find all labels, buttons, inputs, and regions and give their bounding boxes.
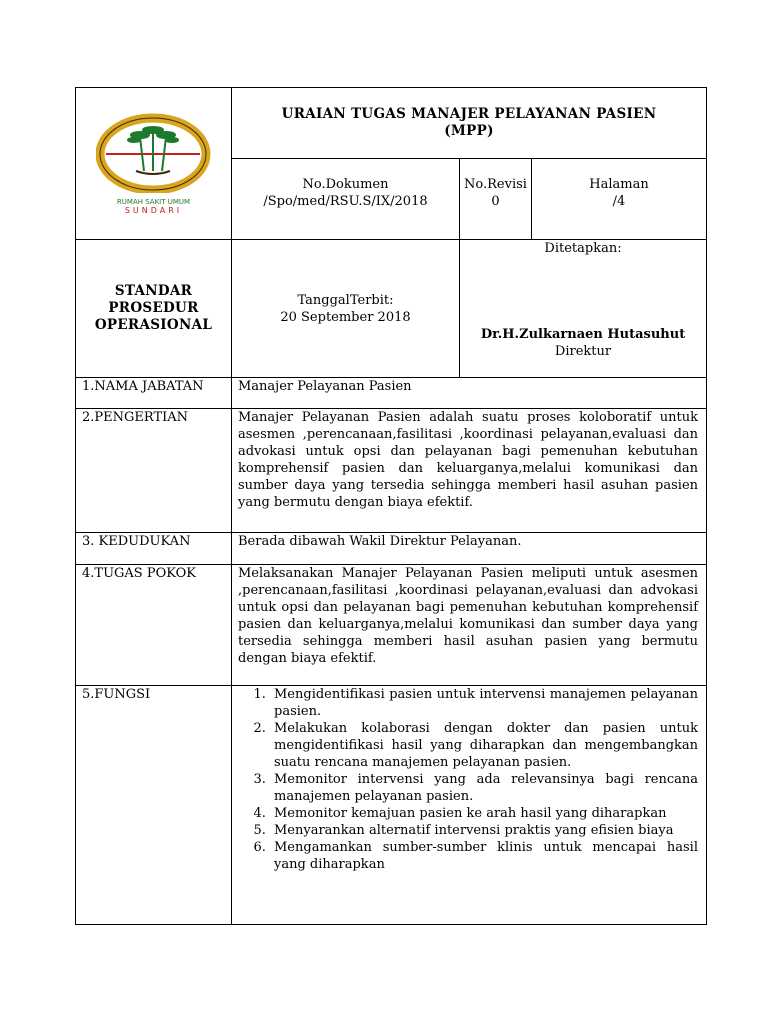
sop-line-3: OPERASIONAL (94, 317, 213, 333)
page-cell (532, 159, 707, 240)
tugas-pokok-label: 4.TUGAS POKOK (76, 565, 232, 686)
list-item: 4. Memonitor kemajuan pasien ke arah hasil yang diharapkan (270, 805, 698, 822)
fungsi-cell (232, 686, 707, 925)
sop-label-cell (76, 240, 232, 378)
revision-value: 0 (491, 194, 500, 209)
issue-date-cell (232, 240, 460, 378)
fungsi-list (238, 686, 698, 873)
document-table (75, 87, 707, 925)
revision-label: No.Revisi (464, 177, 527, 192)
issue-date-value: 20 September 2018 (280, 309, 411, 325)
kedudukan-label: 3. KEDUDUKAN (76, 533, 232, 565)
kedudukan-value: Berada dibawah Wakil Direktur Pelayanan. (232, 533, 707, 565)
logo-top-text: RUMAH SAKIT UMUM (116, 197, 191, 206)
document-number-cell (232, 159, 460, 240)
page-value: /4 (612, 194, 626, 209)
fungsi-label: 5.FUNGSI (76, 686, 232, 925)
list-item: 6. Mengamankan sumber-sumber klinis untuk mencapai hasil yang diharapkan (270, 839, 698, 873)
document-title (232, 88, 707, 159)
sop-document (75, 87, 706, 925)
document-number-label: No.Dokumen (302, 177, 389, 192)
signer-title: Direktur (554, 344, 612, 359)
approval-label: Ditetapkan: (544, 241, 622, 256)
title-line-1: URAIAN TUGAS MANAJER PELAYANAN PASIEN (281, 106, 657, 122)
list-item: 3. Memonitor intervensi yang ada relevansinya bagi rencana manajemen pelayanan pasien. (270, 771, 698, 805)
tugas-pokok-value: Melaksanakan Manajer Pelayanan Pasien meliputi untuk asesmen ,perencanaan,fasilitasi ,koordinasi pelayanan,evaluasi dan advokasi untuk opsi dan pelayanan bagi pemenuhan kebutuhan komprehensif pasien dan keluarganya,melalui komunikasi dan sumber daya yang tersedia sehingga memberi hasil asuhan pasien yang bermutu dengan biaya efektif. (232, 565, 707, 686)
sop-line-2: PROSEDUR (108, 300, 199, 316)
approval-cell (460, 240, 707, 378)
issue-date-label: TanggalTerbit: (297, 292, 394, 308)
pengertian-label: 2.PENGERTIAN (76, 409, 232, 533)
sop-line-1: STANDAR (114, 283, 193, 299)
revision-cell (460, 159, 532, 240)
list-item: 2. Melakukan kolaborasi dengan dokter dan pasien untuk mengidentifikasi hasil yang diharapkan dan mengembangkan suatu rencana manajemen pelayanan pasien. (270, 720, 698, 771)
table-row (76, 533, 707, 565)
nama-jabatan-label: 1.NAMA JABATAN (76, 378, 232, 409)
table-row (76, 565, 707, 686)
list-item: 1. Mengidentifikasi pasien untuk intervensi manajemen pelayanan pasien. (270, 686, 698, 720)
pengertian-value: Manajer Pelayanan Pasien adalah suatu proses koloboratif untuk asesmen ,perencanaan,fasilitasi ,koordinasi pelayanan,evaluasi dan advokasi untuk opsi dan pelayanan bagi pemenuhan kebutuhan komprehensif pasien dan keluarganya,melalui komunikasi dan sumber daya yang tersedia sehingga memberi hasil asuhan pasien yang bermutu dengan biaya efektif. (232, 409, 707, 533)
table-row (76, 686, 707, 925)
nama-jabatan-value: Manajer Pelayanan Pasien (232, 378, 707, 409)
list-item: 5. Menyarankan alternatif intervensi praktis yang efisien biaya (270, 822, 698, 839)
logo-bottom-text: SUNDARI (124, 205, 183, 215)
signer-name: Dr.H.Zulkarnaen Hutasuhut (480, 327, 686, 342)
hospital-logo (96, 113, 211, 193)
table-row (76, 409, 707, 533)
page-label: Halaman (589, 177, 649, 192)
title-line-2: (MPP) (444, 123, 494, 139)
table-row (76, 378, 707, 409)
logo-cell (76, 88, 232, 240)
document-number-value: /Spo/med/RSU.S/IX/2018 (263, 194, 428, 209)
